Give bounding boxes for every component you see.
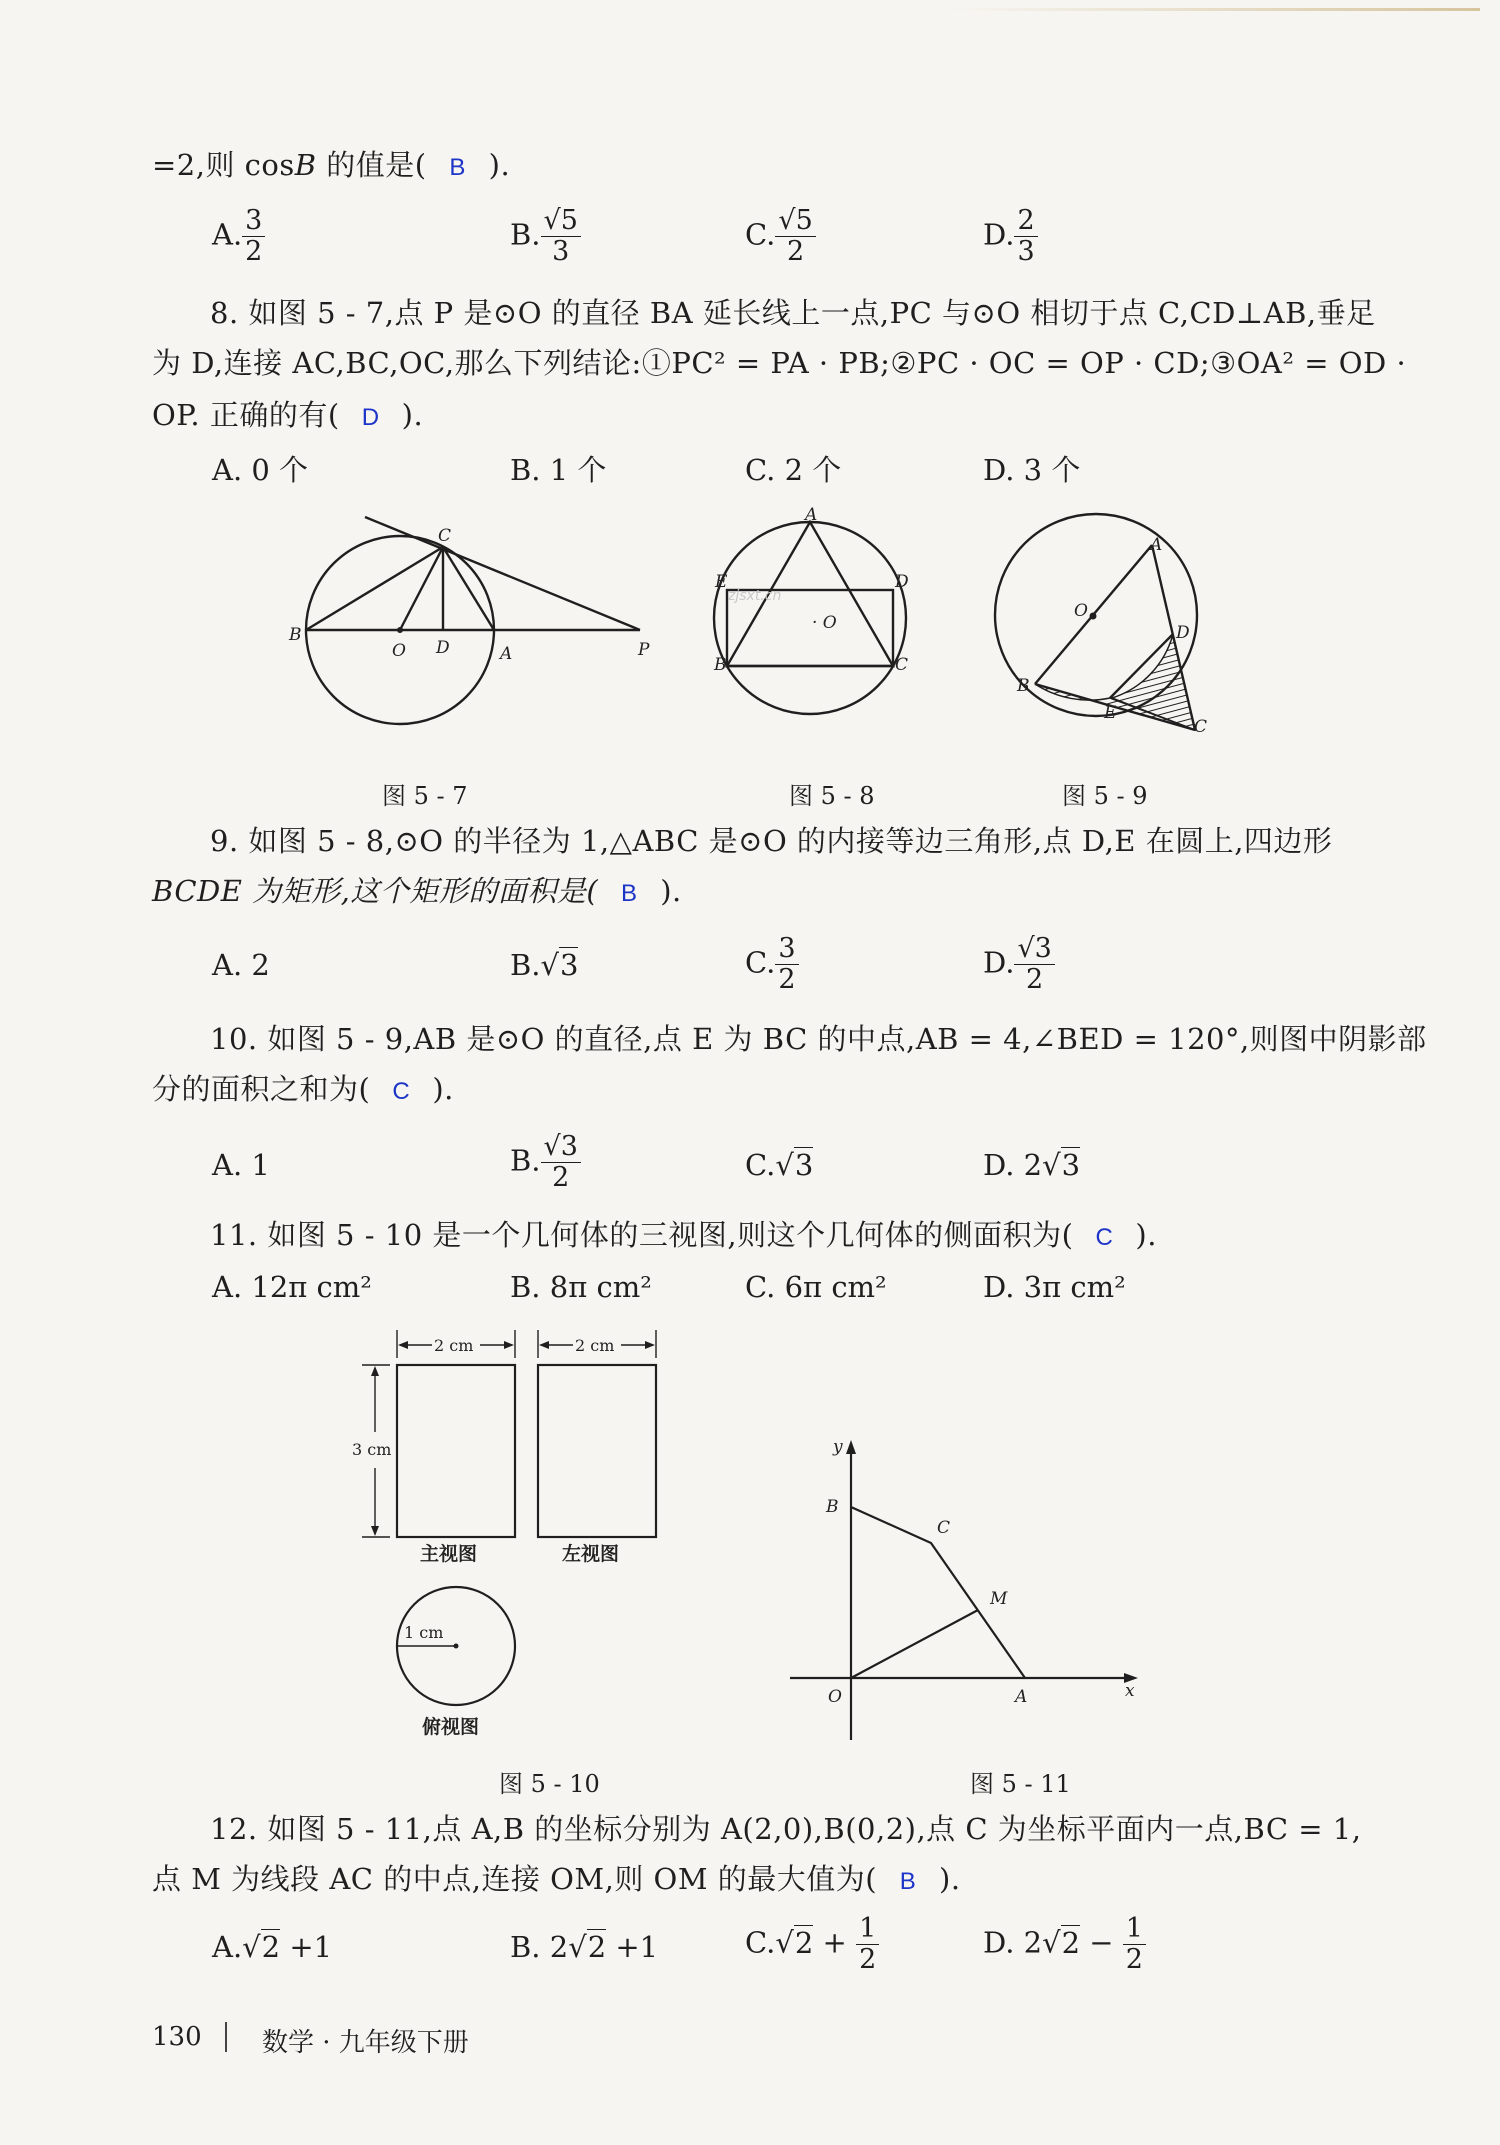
- fig57-label-b: B: [289, 625, 302, 645]
- q9-line2: BCDE 为矩形,这个矩形的面积是( B ).: [152, 874, 682, 911]
- q7-option-c: C. $\frac{√5}{2}$: [745, 206, 816, 267]
- fig59-label-d: D: [1176, 623, 1190, 643]
- q12-line2: 点 M 为线段 AC 的中点,连接 OM,则 OM 的最大值为( B ).: [152, 1862, 961, 1899]
- q11-line1: 11. 如图 5 - 10 是一个几何体的三视图,则这个几何体的侧面积为( C ).: [210, 1218, 1157, 1255]
- dim-radius: 1 cm: [404, 1623, 444, 1642]
- fig57-label-d: D: [436, 638, 450, 658]
- q12-option-c: C.√2 + $\frac{1}{2}$: [745, 1914, 879, 1975]
- fig58-watermark: zjsxt.cn: [728, 588, 782, 604]
- q7-option-a: A. $\frac{3}{2}$: [212, 206, 265, 267]
- q9-line1: 9. 如图 5 - 8,⊙O 的半径为 1,△ABC 是⊙O 的内接等边三角形,点 D,E 在圆上,四边形: [210, 824, 1333, 858]
- q9-option-b: B.√3: [510, 948, 579, 982]
- q9-answer: B: [620, 880, 638, 907]
- q8-option-b: B. 1 个: [510, 453, 607, 487]
- dim-height: 3 cm: [352, 1440, 392, 1459]
- fig58-label-o: · O: [812, 613, 837, 633]
- q10-option-a: A. 1: [212, 1148, 270, 1182]
- q8-option-a: A. 0 个: [212, 453, 309, 487]
- q11-option-b: B. 8π cm²: [510, 1270, 652, 1304]
- fig59-label-b: B: [1017, 676, 1030, 696]
- q12-option-a: A.√2 +1: [212, 1930, 333, 1964]
- book-title: 数学 · 九年级下册: [262, 2028, 469, 2058]
- fig511-label-m: M: [990, 1589, 1008, 1609]
- q11-option-c: C. 6π cm²: [745, 1270, 887, 1304]
- q9-option-d: D. $\frac{√3}{2}$: [983, 934, 1055, 995]
- q10-line1: 10. 如图 5 - 9,AB 是⊙O 的直径,点 E 为 BC 的中点,AB = 4,∠BED = 120°,则图中阴影部: [210, 1022, 1427, 1056]
- fig58-label-d: D: [895, 572, 909, 592]
- fig59-label-a: A: [1150, 535, 1163, 555]
- caption-fig-5-10: 图 5 - 10: [499, 1770, 600, 1798]
- fig511-label-x: x: [1125, 1681, 1135, 1701]
- front-view-label: 主视图: [420, 1543, 478, 1565]
- fig511-label-b: B: [826, 1497, 839, 1517]
- fig57-label-p: P: [638, 640, 650, 660]
- fig511-label-a: A: [1015, 1687, 1028, 1707]
- fig57-label-o: O: [392, 641, 406, 661]
- fig57-label-c: C: [438, 526, 452, 546]
- fig58-label-c: C: [895, 655, 909, 675]
- q8-option-d: D. 3 个: [983, 453, 1081, 487]
- fig57-label-a: A: [500, 644, 513, 664]
- q8-line2: 为 D,连接 AC,BC,OC,那么下列结论:①PC² = PA · PB;②PC · OC = OP · CD;③OA² = OD ·: [152, 346, 1407, 380]
- fig58-label-a: A: [805, 505, 818, 525]
- q7-stem: =2,则 cosB 的值是( B ).: [152, 148, 510, 185]
- fig511-label-c: C: [937, 1518, 951, 1538]
- fig511-label-y: y: [833, 1437, 843, 1457]
- q10-option-d: D. 2√3: [983, 1148, 1081, 1182]
- q11-option-a: A. 12π cm²: [212, 1270, 372, 1304]
- q11-option-d: D. 3π cm²: [983, 1270, 1126, 1304]
- q12-line1: 12. 如图 5 - 11,点 A,B 的坐标分别为 A(2,0),B(0,2),点 C 为坐标平面内一点,BC = 1,: [210, 1812, 1362, 1846]
- q8-option-c: C. 2 个: [745, 453, 842, 487]
- fig59-label-e: E: [1104, 703, 1117, 723]
- segment-om: [851, 1610, 978, 1678]
- q9-option-a: A. 2: [212, 948, 270, 982]
- q7-option-d: D. $\frac{2}{3}$: [983, 206, 1038, 267]
- left-view-label: 左视图: [562, 1543, 620, 1565]
- q8-line1: 8. 如图 5 - 7,点 P 是⊙O 的直径 BA 延长线上一点,PC 与⊙O 相切于点 C,CD⊥AB,垂足: [210, 296, 1376, 330]
- q10-option-c: C.√3: [745, 1148, 814, 1182]
- q10-answer: C: [392, 1078, 411, 1105]
- fig58-label-b: B: [714, 655, 727, 675]
- q9-option-c: C. $\frac{3}{2}$: [745, 934, 799, 995]
- q8-line3: OP. 正确的有( D ).: [152, 398, 423, 435]
- top-view-label: 俯视图: [422, 1716, 480, 1738]
- page-number: 130: [152, 2022, 202, 2052]
- footer-separator: [225, 2022, 227, 2052]
- fig59-label-o: O: [1074, 601, 1088, 621]
- fig59-label-c: C: [1194, 717, 1208, 737]
- dim-width-front: 2 cm: [434, 1336, 474, 1355]
- fig58-label-e: E: [715, 572, 728, 592]
- q11-answer: C: [1095, 1224, 1114, 1251]
- caption-fig-5-9: 图 5 - 9: [1062, 782, 1148, 810]
- caption-fig-5-8: 图 5 - 8: [789, 782, 875, 810]
- q12-option-d: D. 2√2 − $\frac{1}{2}$: [983, 1914, 1146, 1975]
- caption-fig-5-11: 图 5 - 11: [970, 1770, 1071, 1798]
- q7-option-b: B. $\frac{√5}{3}$: [510, 206, 581, 267]
- q10-option-b: B. $\frac{√3}{2}$: [510, 1132, 581, 1193]
- q8-answer: D: [361, 404, 380, 431]
- q12-answer: B: [899, 1868, 917, 1895]
- q7-answer: B: [449, 154, 466, 181]
- fig511-label-o: O: [828, 1687, 842, 1707]
- caption-fig-5-7: 图 5 - 7: [382, 782, 468, 810]
- q12-option-b: B. 2√2 +1: [510, 1930, 659, 1964]
- dim-width-left: 2 cm: [575, 1336, 615, 1355]
- q10-line2: 分的面积之和为( C ).: [152, 1072, 454, 1109]
